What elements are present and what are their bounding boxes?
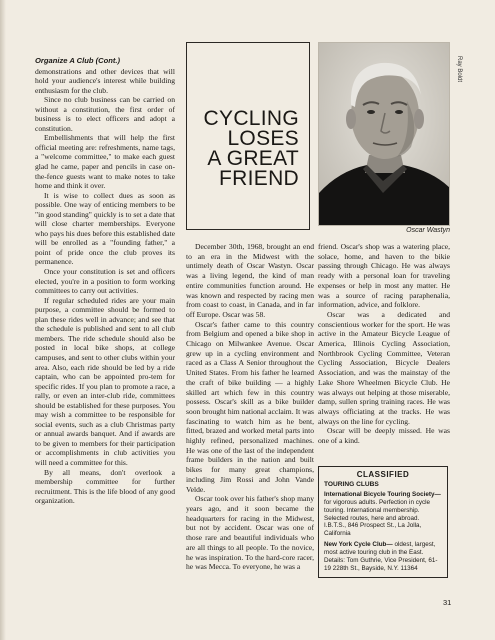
article-paragraph: Oscar will be deeply missed. He was one of a kind. bbox=[318, 426, 450, 446]
left-paragraph: By all means, don't overlook a membership committee for further recruitment. This is the life blood of any good organization. bbox=[35, 467, 175, 506]
classified-subtitle: TOURING CLUBS bbox=[324, 480, 379, 488]
left-paragraph: If regular scheduled rides are your main purpose, a committee should be formed to plan these rides well in advance; and see that the schedule is published and sent to all club members. The ride schedule should also be posted in local bike shops, at college campuses, and sent to other clubs within your area. Also, each ride should be led by a ride captain, who can be appointed pro-tem for specific rides. If you plan to promote a race, a rally, or even an inter-club ride, committees should be established for these purposes. You may wish a committee to be responsible for social events, such as a club Christmas party or annual awards banquet. And if awards are to be given to members for their participation or accomplishments in club activities you will need a committee for this. bbox=[35, 295, 175, 467]
left-paragraph: Once your constitution is set and officers elected, you're in a position to form working committees to carry out activities. bbox=[35, 267, 175, 296]
article-title-box bbox=[186, 42, 310, 230]
classified-box bbox=[318, 466, 448, 578]
portrait-illustration bbox=[319, 43, 450, 226]
page-binding-shadow bbox=[0, 0, 6, 640]
page-number: 31 bbox=[443, 598, 452, 607]
title-line: LOSES bbox=[227, 127, 299, 150]
classified-entry-name: International Bicycle Touring Society— bbox=[324, 490, 441, 498]
article-paragraph: Oscar was a dedicated and conscientious worker for the sport. He was active in the Amateur Bicycle League of America, Illinois Cycling Association, Northbrook Cycling Committee, Veteran Cycling Association, Bicycle Dealers Association, and was the mainstay of the Lake Shore Wheelmen Bicycle Club. He was always out helping at those miserable, damp, sullen spring training races. He was always officiating at the tracks. He was always on the line for cycling. bbox=[318, 309, 450, 426]
left-paragraph: demonstrations and other devices that will hold your audience's interest while building enthusiasm for the club. bbox=[35, 66, 175, 95]
photo-credit-text: Ray Boldt bbox=[456, 56, 462, 83]
title-line: A GREAT bbox=[207, 147, 299, 170]
classified-entry-text: oldest, largest, most active touring club in the East. Details: Tom Guthrie, Vice President, 61-19 228th St., Bayside, N.Y. 11364 bbox=[324, 541, 438, 572]
left-paragraph: Since no club business can be carried on without a constitution, the first order of business is to elect officers and adopt a constitution. bbox=[35, 95, 175, 133]
left-paragraph: It is wise to collect dues as soon as possible. One way of enticing members to be "in good standing" quickly is to set a date that will close charter memberships. Everyone who pays his dues before this established date will be enrolled as a "founding father," a point of pride once the club proves its permanence. bbox=[35, 190, 175, 267]
article-title bbox=[181, 109, 299, 189]
article-paragraph: Oscar's father came to this country from Belgium and opened a bike shop in Chicago on Milwankee Avenue. Oscar grew up in a cycling environment and raced as a Class A Senior throughout the United States. From his father he learned the craft of bike building — a highly skilled art which few in this country possess. Oscar's skill as a bike builder soon brought him national acclaim. It was fascinating to watch him as he bent, fitted, brazed and worked metal parts into highly refined, personalized machines. He was one of the last of the independent frame builders in the nation and built bikes for many great champions, including Jim Rossi and John Vande Velde. bbox=[186, 319, 314, 494]
article-right-column bbox=[318, 242, 450, 446]
classified-entry-name: New York Cycle Club— bbox=[324, 541, 393, 549]
title-line: CYCLING bbox=[203, 107, 299, 130]
left-column bbox=[35, 56, 175, 506]
article-paragraph: December 30th, 1968, brought an end to an era in the Midwest with the untimely death of Oscar Wastyn. Oscar was a living legend, the kind of man entire communities function around. He was known and respected by racing men from coast to coast, in Canada, and in far off Europe. Oscar was 58. bbox=[186, 242, 314, 319]
article-paragraph: Oscar took over his father's shop many years ago, and it soon became the headquarters for racing in the Midwest, but not by accident. Oscar was one of those rare and beautiful individuals who are all things to all people. To the novice, he was inspiration. To the hard-core racer, he was Mecca. To everyone, he was a bbox=[186, 494, 314, 572]
photo-caption: Oscar Wastyn bbox=[406, 227, 450, 234]
classified-entry-text: for vigorous adults. Perfection in cycle touring. International membership. Selected routes, here and abroad. I.B.T.S., 846 Prospect St., La Jolla, California bbox=[324, 498, 431, 538]
photo-credit bbox=[453, 56, 463, 136]
article-paragraph: friend. Oscar's shop was a watering place, solace, home, and haven to the bikie passing through Chicago. He was always ready with a personal loan for traveling expenses or help in most any matter. He was a source of racing paraphenalia, information, advice, and folklore. bbox=[318, 242, 450, 310]
classified-entry bbox=[324, 491, 442, 538]
continued-heading: Organize A Club (Cont.) bbox=[35, 56, 121, 65]
title-line: FRIEND bbox=[219, 167, 299, 190]
left-paragraph: Embellishments that will help the first official meeting are: refreshments, name tags, a "welcome committee," to make each guest glad he came, paper and pencils in case on-the-fence guests want to make notes to take home and think it over. bbox=[35, 133, 175, 191]
classified-entry bbox=[324, 541, 442, 573]
classified-title: CLASSIFIED bbox=[356, 470, 410, 479]
portrait-photo bbox=[318, 42, 450, 226]
article-middle-column bbox=[186, 242, 314, 572]
